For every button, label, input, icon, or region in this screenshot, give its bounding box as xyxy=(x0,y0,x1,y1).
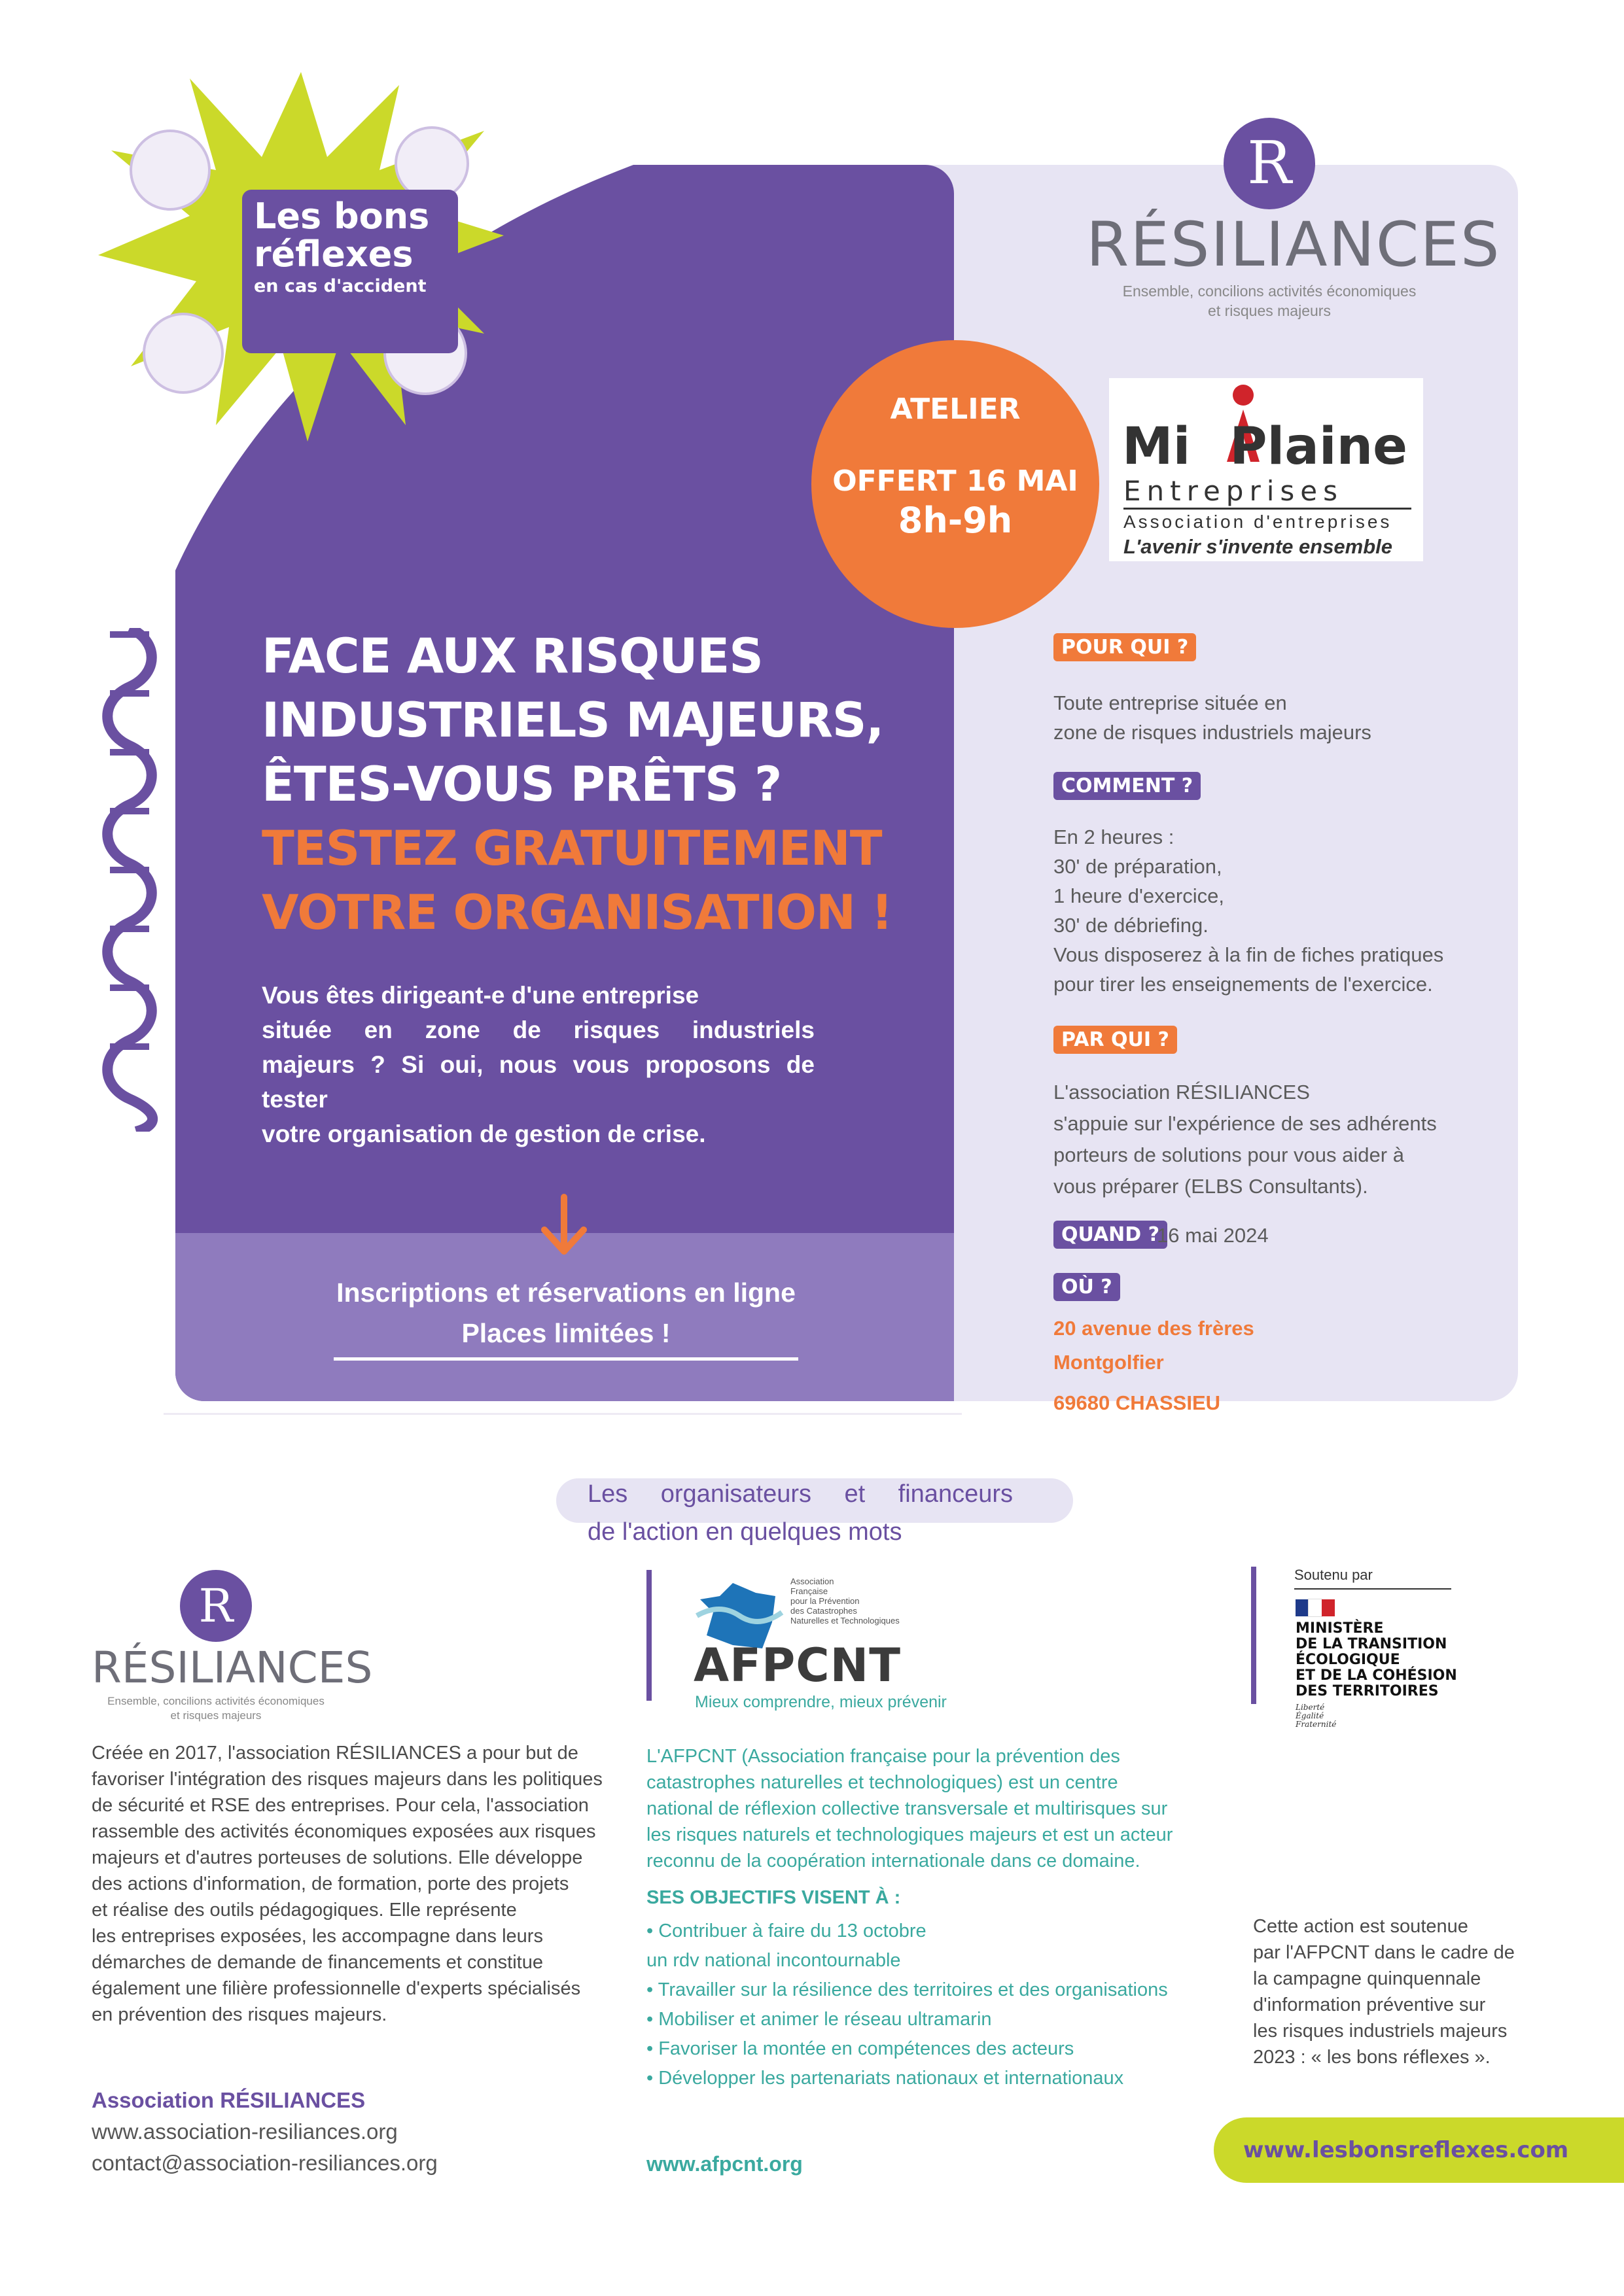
headline-orange-2: VOTRE ORGANISATION ! xyxy=(262,885,892,941)
comment-line: 30' de débriefing. xyxy=(1053,914,1209,937)
objectif-item: • Favoriser la montée en compétences des acteurs xyxy=(646,2038,1074,2059)
intro-paragraph xyxy=(262,978,815,1151)
paragraph-line: majeurs et d'autres porteuses de solutions. Elle développe xyxy=(92,1847,583,1868)
paragraph-line: les entreprises exposées, les accompagne dans leurs xyxy=(92,1926,543,1947)
ministere-line: MINISTÈRE xyxy=(1296,1620,1384,1637)
atelier-line2: OFFERT 16 MAI xyxy=(832,464,1078,498)
paragraph-line: également une filière professionnelle d'experts spécialisés xyxy=(92,1978,581,1999)
headline-orange-1: TESTEZ GRATUITEMENT xyxy=(262,821,882,877)
afpcnt-line: reconnu de la coopération internationale dans ce domaine. xyxy=(646,1851,1140,1871)
resiliances-logo-top xyxy=(1086,118,1501,321)
afpcnt-small-line: des Catastrophes xyxy=(790,1606,857,1616)
flag-red xyxy=(1322,1599,1335,1616)
objectif-item: • Travailler sur la résilience des territoires et des organisations xyxy=(646,1979,1168,2000)
objectifs-list xyxy=(646,1917,1203,2093)
ministere-name xyxy=(1296,1621,1457,1699)
resiliances-tagline-1: Ensemble, concilions activités économiques xyxy=(107,1695,325,1707)
pour-qui-text xyxy=(1053,688,1371,747)
decorative-loops xyxy=(97,628,162,1132)
afpcnt-small-line: pour la Prévention xyxy=(790,1596,860,1606)
paragraph-line: en prévention des risques majeurs. xyxy=(92,2004,387,2025)
miplaine-name-b: Plaine xyxy=(1229,417,1408,476)
comment-tag: COMMENT ? xyxy=(1053,772,1201,800)
arrow-down-icon xyxy=(538,1194,590,1259)
atelier-line3: 8h-9h xyxy=(898,500,1013,541)
resiliances-tagline-2: et risques majeurs xyxy=(170,1709,262,1722)
resiliances-name: RÉSILIANCES xyxy=(1086,209,1501,281)
paragraph-line: démarches de demande de financements et constitue xyxy=(92,1952,543,1973)
registration-line1: Inscriptions et réservations en ligne xyxy=(336,1278,796,1308)
badge-text xyxy=(254,198,444,298)
pour-qui-line: Toute entreprise située en xyxy=(1053,691,1287,714)
par-qui-line: porteurs de solutions pour vous aider à xyxy=(1053,1143,1404,1166)
intro-line-3: majeurs ? Si oui, nous vous proposons de xyxy=(262,1051,815,1078)
intro-line-1: Vous êtes dirigeant-e d'une entreprise xyxy=(262,982,699,1009)
ministere-divider xyxy=(1251,1567,1256,1704)
ou-tag: OÙ ? xyxy=(1053,1273,1120,1301)
paragraph-line: Créée en 2017, l'association RÉSILIANCES a pour but de xyxy=(92,1743,578,1764)
organisateurs-title xyxy=(588,1475,1013,1551)
miplaine-slogan: L'avenir s'invente ensemble xyxy=(1123,535,1393,558)
headline-white-1: FACE AUX RISQUES xyxy=(262,629,763,684)
objectif-item: • Mobiliser et animer le réseau ultramarin xyxy=(646,2009,992,2030)
ministere-devise xyxy=(1296,1703,1336,1729)
afpcnt-assoc-small xyxy=(790,1576,900,1626)
miplaine-logo xyxy=(1109,378,1423,561)
divider xyxy=(164,1413,962,1415)
afpcnt-small-line: Française xyxy=(790,1586,828,1596)
afpcnt-name: AFPCNT xyxy=(694,1639,902,1692)
devise-line: Fraternité xyxy=(1296,1720,1337,1729)
resiliances-tagline-1: Ensemble, concilions activités économiques xyxy=(1122,283,1417,300)
soutenu-label: Soutenu par xyxy=(1294,1567,1373,1583)
soutien-line: les risques industriels majeurs xyxy=(1253,2021,1508,2042)
contact-title: Association RÉSILIANCES xyxy=(92,2088,366,2112)
soutien-text xyxy=(1253,1913,1547,2070)
resiliances-name: RÉSILIANCES xyxy=(92,1643,373,1693)
quand-value: 16 mai 2024 xyxy=(1157,1224,1269,1247)
paragraph-line: des actions d'information, de formation, porte des projets xyxy=(92,1873,569,1894)
par-qui-tag: PAR QUI ? xyxy=(1053,1026,1177,1054)
organisateurs-line2: de l'action en quelques mots xyxy=(588,1518,902,1546)
intro-line-4: tester xyxy=(262,1086,328,1113)
par-qui-line: s'appuie sur l'expérience de ses adhérents xyxy=(1053,1112,1437,1135)
soutien-line: par l'AFPCNT dans le cadre de xyxy=(1253,1942,1515,1963)
resiliances-website-link[interactable]: www.association-resiliances.org xyxy=(92,2119,398,2144)
ministere-line: ET DE LA COHÉSION xyxy=(1296,1667,1457,1684)
afpcnt-line: catastrophes naturelles et technologiques) est un centre xyxy=(646,1772,1118,1793)
afpcnt-small-line: Association xyxy=(790,1576,834,1586)
headline-white-3: ÊTES-VOUS PRÊTS ? xyxy=(262,757,782,812)
par-qui-line: vous préparer (ELBS Consultants). xyxy=(1053,1175,1368,1198)
intro-line-5: votre organisation de gestion de crise. xyxy=(262,1121,706,1147)
address-line: 69680 CHASSIEU xyxy=(1053,1391,1221,1414)
objectif-item: • Développer les partenariats nationaux et internationaux xyxy=(646,2068,1124,2089)
soutien-line: d'information préventive sur xyxy=(1253,1994,1486,2015)
quand-tag: QUAND ? xyxy=(1053,1221,1167,1249)
registration-text xyxy=(262,1272,870,1353)
badge-line3: en cas d'accident xyxy=(254,276,427,296)
soutenu-rule xyxy=(1294,1588,1451,1590)
resiliances-email-link[interactable]: contact@association-resiliances.org xyxy=(92,2151,438,2175)
devise-line: Liberté xyxy=(1296,1703,1325,1712)
par-qui-text xyxy=(1053,1077,1437,1202)
headline xyxy=(262,625,949,945)
afpcnt-line: L'AFPCNT (Association française pour la prévention des xyxy=(646,1746,1120,1767)
afpcnt-line: national de réflexion collective transversale et multirisques sur xyxy=(646,1798,1168,1819)
intro-line-2: située en zone de risques industriels xyxy=(262,1017,815,1043)
pour-qui-tag: POUR QUI ? xyxy=(1053,633,1196,661)
paragraph-line: rassemble des activités économiques exposées aux risques xyxy=(92,1821,596,1842)
comment-line: pour tirer les enseignements de l'exercice. xyxy=(1053,973,1433,996)
afpcnt-paragraph xyxy=(646,1743,1203,1874)
ministere-line: DES TERRITOIRES xyxy=(1296,1683,1439,1699)
organisateurs-line1: Les organisateurs et financeurs xyxy=(588,1480,1013,1508)
comment-line: Vous disposerez à la fin de fiches pratiques xyxy=(1053,943,1444,966)
afpcnt-tagline: Mieux comprendre, mieux prévenir xyxy=(695,1693,947,1711)
registration-line2: Places limitées ! xyxy=(461,1318,671,1348)
registration-underline xyxy=(334,1357,798,1361)
address-line: 20 avenue des frères xyxy=(1053,1317,1254,1340)
comment-line: 30' de préparation, xyxy=(1053,855,1222,878)
atelier-badge xyxy=(811,340,1099,628)
resiliances-r-icon: R xyxy=(180,1570,252,1642)
soutien-line: Cette action est soutenue xyxy=(1253,1916,1468,1937)
comment-line: En 2 heures : xyxy=(1053,826,1174,848)
afpcnt-line: les risques naturels et technologiques majeurs et est un acteur xyxy=(646,1824,1173,1845)
comment-line: 1 heure d'exercice, xyxy=(1053,884,1224,907)
objectif-item: • Contribuer à faire du 13 octobre xyxy=(646,1921,927,1941)
paragraph-line: de sécurité et RSE des entreprises. Pour cela, l'association xyxy=(92,1795,589,1816)
objectifs-title: SES OBJECTIFS VISENT À : xyxy=(646,1887,901,1908)
resiliances-tagline-2: et risques majeurs xyxy=(1208,302,1331,319)
badge-line1: Les bons xyxy=(254,196,430,237)
paragraph-line: et réalise des outils pédagogiques. Elle représente xyxy=(92,1900,517,1921)
resiliances-r-icon: R xyxy=(1224,118,1315,209)
soutien-line: la campagne quinquennale xyxy=(1253,1968,1481,1989)
resiliances-logo-footer xyxy=(92,1570,373,1723)
headline-white-2: INDUSTRIELS MAJEURS, xyxy=(262,693,884,748)
ministere-line: ÉCOLOGIQUE xyxy=(1296,1652,1400,1668)
afpcnt-small-line: Naturelles et Technologiques xyxy=(790,1616,900,1626)
atelier-line1: ATELIER xyxy=(890,392,1021,426)
flag-blue xyxy=(1296,1599,1309,1616)
pour-qui-line: zone de risques industriels majeurs xyxy=(1053,721,1371,744)
afpcnt-website-link[interactable]: www.afpcnt.org xyxy=(646,2152,803,2176)
soutien-line: 2023 : « les bons réflexes ». xyxy=(1253,2047,1491,2068)
miplaine-sub: Entreprises xyxy=(1123,475,1344,507)
par-qui-line: L'association RÉSILIANCES xyxy=(1053,1081,1310,1104)
flag-white xyxy=(1309,1599,1322,1616)
miplaine-name-a: Mi xyxy=(1122,417,1191,476)
bonsreflexes-link[interactable]: www.lesbonsreflexes.com xyxy=(1243,2137,1569,2163)
miplaine-assoc: Association d'entreprises xyxy=(1123,512,1392,532)
comment-text xyxy=(1053,822,1443,999)
address-line: Montgolfier xyxy=(1053,1351,1164,1374)
ou-address xyxy=(1053,1312,1254,1420)
devise-line: Égalité xyxy=(1296,1711,1324,1720)
afpcnt-divider xyxy=(646,1570,652,1701)
badge-line2: réflexes xyxy=(254,234,414,275)
ministere-line: DE LA TRANSITION xyxy=(1296,1636,1447,1652)
objectif-item: un rdv national incontournable xyxy=(646,1950,901,1971)
resiliances-paragraph xyxy=(92,1740,615,2028)
paragraph-line: favoriser l'intégration des risques majeurs dans les politiques xyxy=(92,1769,603,1790)
miplaine-rule xyxy=(1123,508,1411,510)
